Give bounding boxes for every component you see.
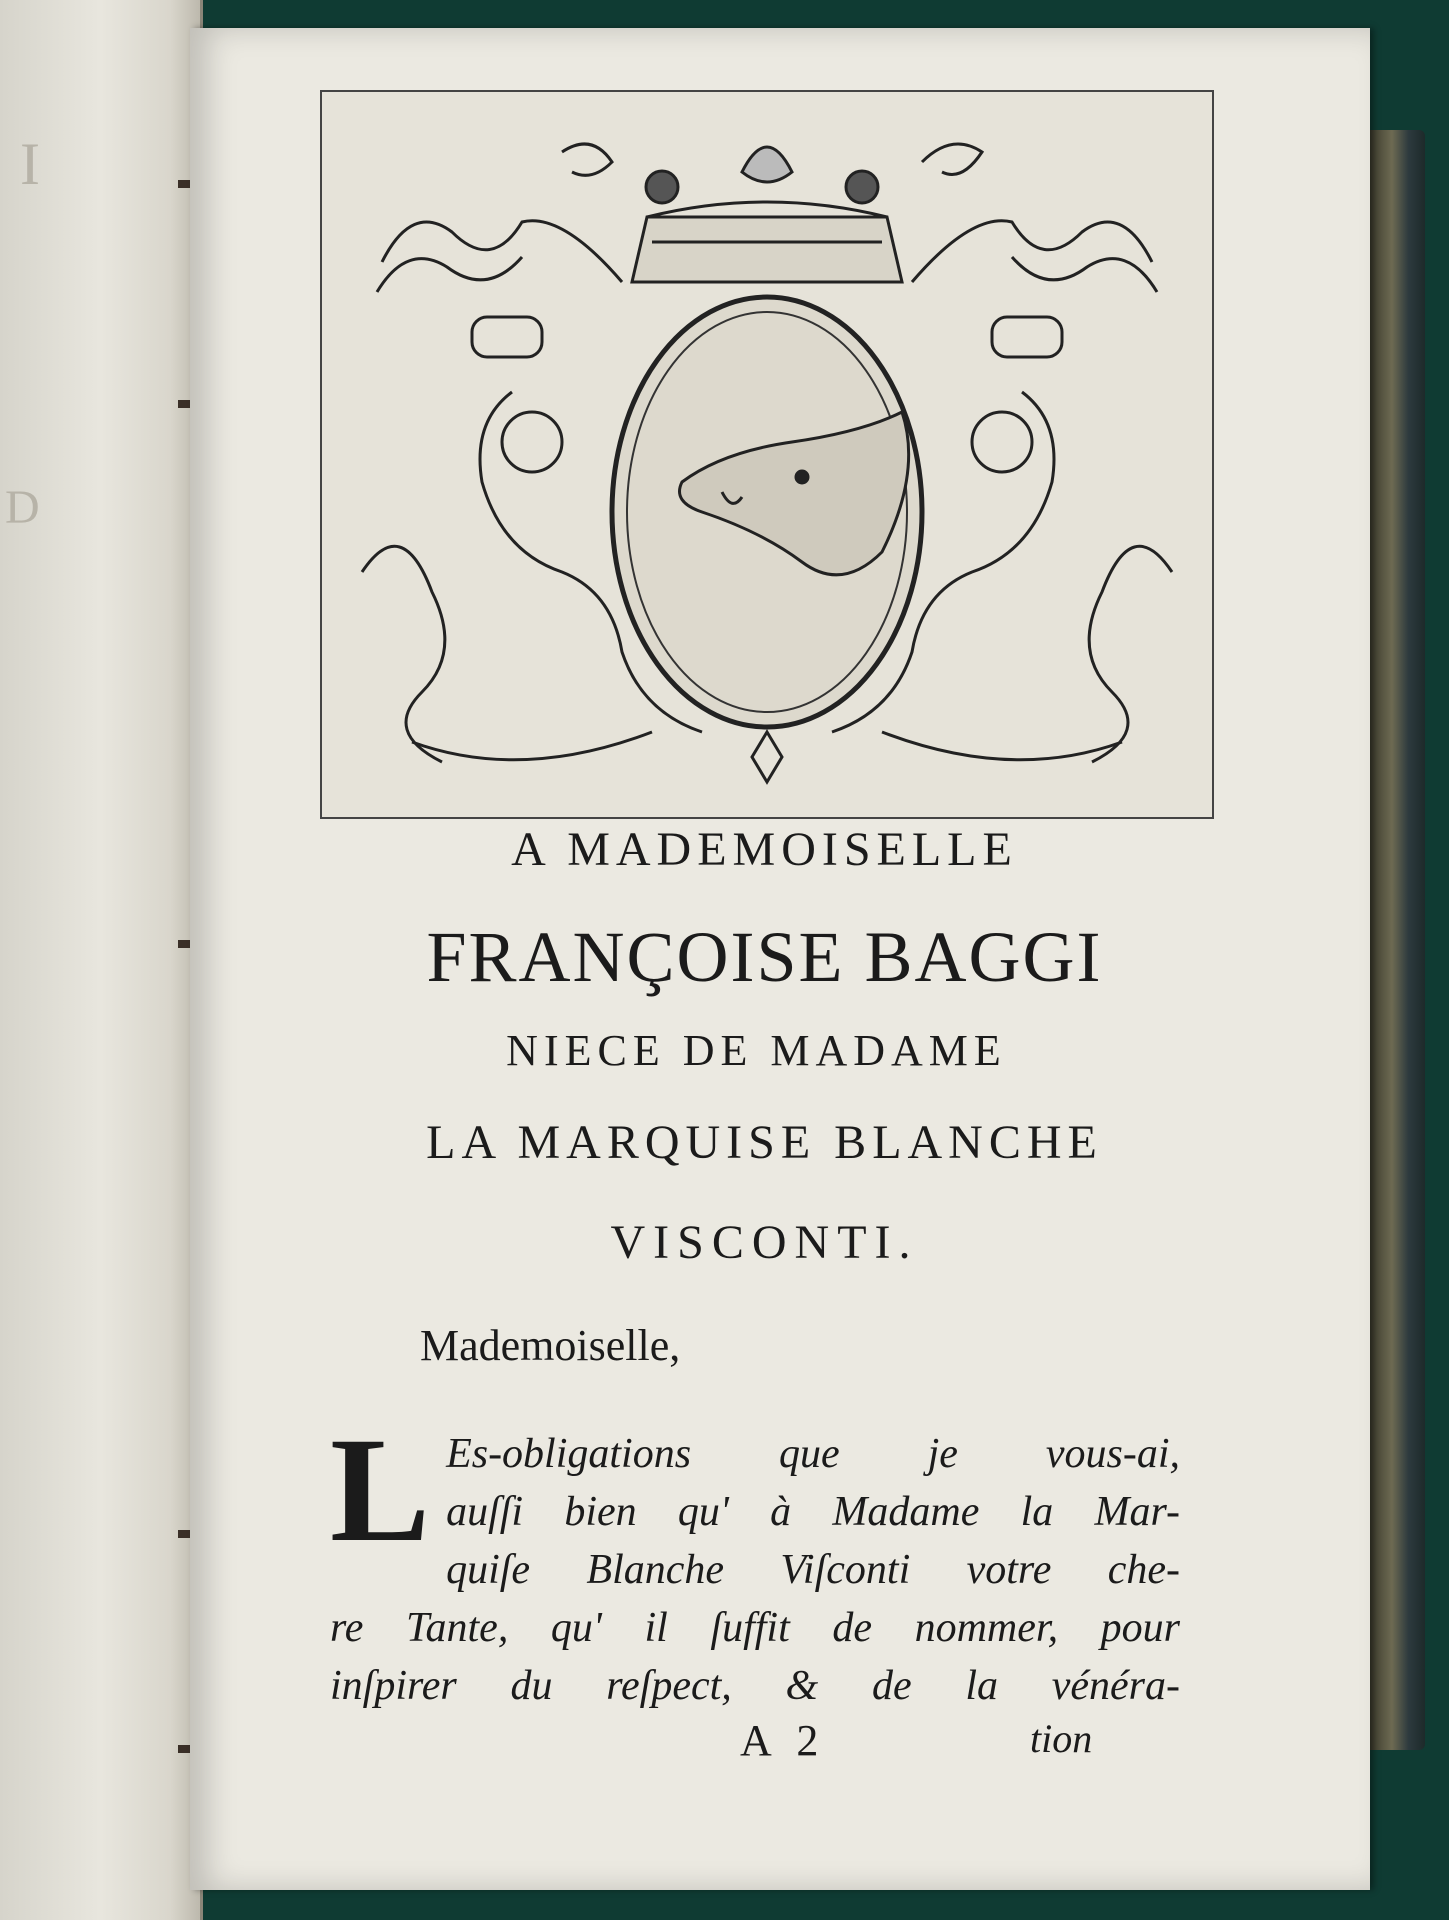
dedication-body [330,1407,1180,1715]
heading-line-5: VISCONTI. [610,1216,919,1269]
heading-line-1: A MADEMOISELLE [511,823,1018,876]
salutation: Mademoiselle, [420,1321,681,1370]
signature-mark: A 2 [740,1716,827,1765]
body-line: Es-obligations que je vous-ai, [446,1431,1180,1477]
left-page-bleed-mark: D [5,481,40,534]
drop-cap: L [330,1407,431,1573]
coat-of-arms-illustration [322,92,1212,817]
heading-line-3: NIECE DE MADAME [506,1026,1007,1075]
body-line: quiſe Blanche Viſconti votre che- [446,1547,1180,1593]
heading-line-2-name: FRANÇOISE BAGGI [426,917,1103,997]
body-line: re Tante, qu' il ſuffit de nommer, pour [330,1605,1180,1651]
body-line: inſpirer du reſpect, & de la vénéra- [330,1663,1180,1709]
coat-of-arms-engraving [320,90,1214,819]
body-line: auſſi bien qu' à Madame la Mar- [446,1489,1180,1535]
left-page-bleed-mark: I [20,131,40,197]
heading-line-4: LA MARQUISE BLANCHE [426,1116,1103,1169]
catchword: tion [1030,1716,1093,1761]
